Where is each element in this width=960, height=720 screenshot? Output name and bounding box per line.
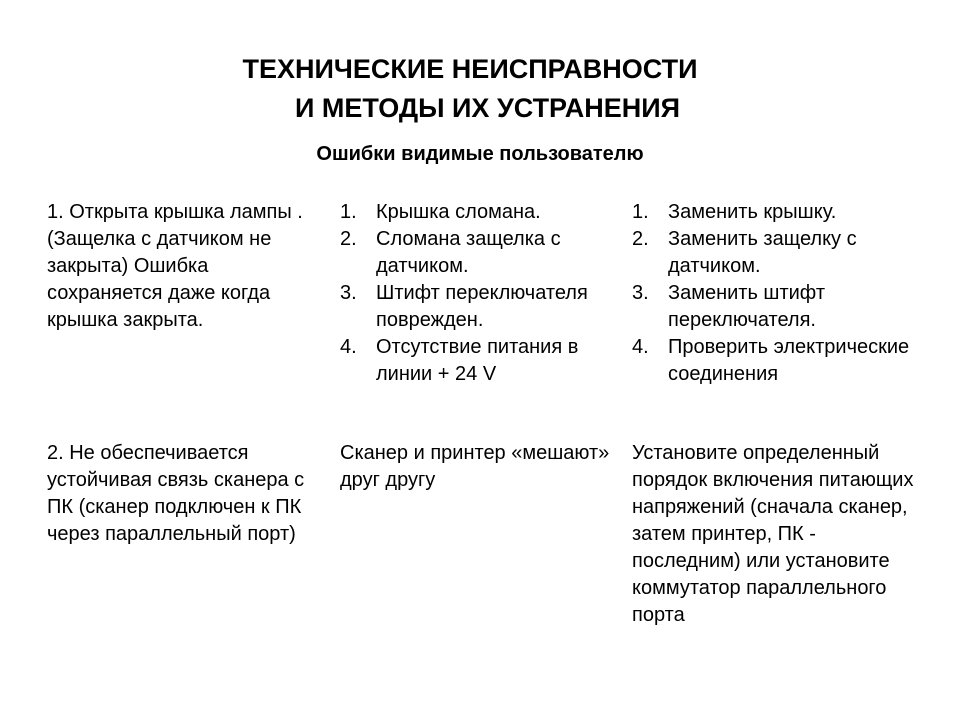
page-title <box>0 50 960 128</box>
solution-item <box>632 199 917 226</box>
page-title-line-1: ТЕХНИЧЕСКИЕ НЕИСПРАВНОСТИ <box>242 54 698 84</box>
solution-item <box>632 334 917 388</box>
page-title-line-2: И МЕТОДЫ ИХ УСТРАНЕНИЯ <box>294 93 681 123</box>
list-item-text: Штифт переключателя поврежден. <box>376 282 588 331</box>
list-number: 4. <box>632 336 649 358</box>
section-subtitle: Ошибки видимые пользователю <box>316 143 644 165</box>
list-number: 1. <box>632 201 649 223</box>
list-number: 1. <box>340 201 357 223</box>
solution-list-1 <box>632 199 917 388</box>
error-description-2: 2. Не обеспечивается устойчивая связь сканера с ПК (сканер подключен к ПК через параллельный порт) <box>47 442 305 545</box>
list-item-text: Заменить защелку с датчиком. <box>668 228 857 277</box>
solution-text-2: Установите определенный порядок включения питающих напряжений (сначала сканер, затем принтер, ПК - последним) или установите коммутатор параллельного порта <box>632 442 914 626</box>
list-number: 3. <box>340 282 357 304</box>
cause-item <box>340 226 610 280</box>
list-item-text: Заменить крышку. <box>668 201 837 223</box>
cause-list-1 <box>340 199 610 388</box>
cause-item <box>340 280 610 334</box>
list-number: 2. <box>632 228 649 250</box>
list-number: 3. <box>632 282 649 304</box>
cause-item <box>340 334 610 388</box>
list-item-text: Проверить электрические соединения <box>668 336 910 385</box>
solution-item <box>632 226 917 280</box>
cause-text-2: Сканер и принтер «мешают» друг другу <box>340 442 610 491</box>
solution-item <box>632 280 917 334</box>
list-item-text: Крышка сломана. <box>376 201 541 223</box>
list-item-text: Сломана защелка с датчиком. <box>376 228 561 277</box>
error-description-1: 1. Открыта крышка лампы . (Защелка с датчиком не закрыта) Ошибка сохраняется даже когда крышка закрыта. <box>47 201 303 331</box>
list-item-text: Отсутствие питания в линии + 24 V <box>376 336 579 385</box>
list-item-text: Заменить штифт переключателя. <box>668 282 825 331</box>
cause-item <box>340 199 610 226</box>
list-number: 2. <box>340 228 357 250</box>
list-number: 4. <box>340 336 357 358</box>
